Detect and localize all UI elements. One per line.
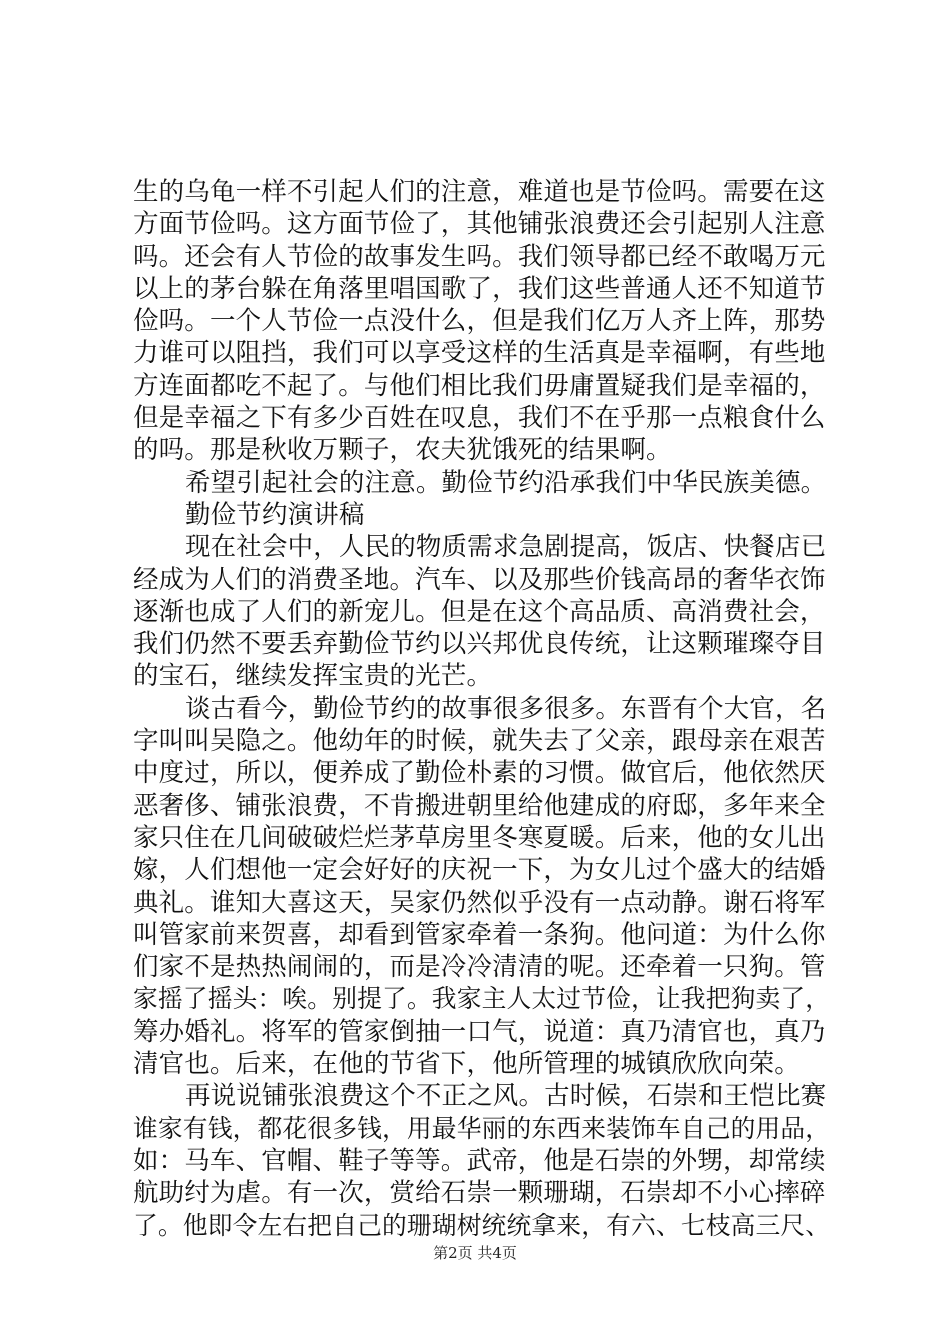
text-line: 如：马车、官帽、鞋子等等。武帝，他是石崇的外甥，却常续 — [133, 1145, 826, 1176]
text-line: 的吗。那是秋收万颗子，农夫犹饿死的结果啊。 — [133, 435, 672, 466]
text-line: 航助纣为虐。有一次，赏给石崇一颗珊瑚，石崇却不小心摔碎 — [133, 1178, 826, 1209]
text-line: 但是幸福之下有多少百姓在叹息，我们不在乎那一点粮食什么 — [133, 403, 826, 434]
text-line: 经成为人们的消费圣地。汽车、以及那些价钱高昂的奢华衣饰 — [133, 564, 826, 595]
document-body — [133, 176, 833, 1242]
text-line: 力谁可以阻挡，我们可以享受这样的生活真是幸福啊，有些地 — [133, 338, 826, 369]
text-line: 的宝石，继续发挥宝贵的光芒。 — [133, 661, 493, 692]
text-line: 方连面都吃不起了。与他们相比我们毋庸置疑我们是幸福的， — [133, 370, 826, 401]
text-line: 俭吗。一个人节俭一点没什么，但是我们亿万人齐上阵，那势 — [133, 306, 826, 337]
text-line: 吗。还会有人节俭的故事发生吗。我们领导都已经不敢喝万元 — [133, 241, 826, 272]
text-line: 叫管家前来贺喜，却看到管家牵着一条狗。他问道：为什么你 — [133, 919, 826, 950]
text-line: 恶奢侈、铺张浪费，不肯搬进朝里给他建成的府邸，多年来全 — [133, 790, 826, 821]
text-line: 清官也。后来，在他的节省下，他所管理的城镇欣欣向荣。 — [133, 1049, 800, 1080]
text-line: 谈古看今，勤俭节约的故事很多很多。东晋有个大官，名 — [185, 693, 827, 724]
text-line: 现在社会中，人民的物质需求急剧提高，饭店、快餐店已 — [185, 532, 827, 563]
text-line: 字叫叫吴隐之。他幼年的时候，就失去了父亲，跟母亲在艰苦 — [133, 726, 826, 757]
text-line: 方面节俭吗。这方面节俭了，其他铺张浪费还会引起别人注意 — [133, 209, 826, 240]
text-line: 谁家有钱，都花很多钱，用最华丽的东西来装饰车自己的用品， — [133, 1113, 831, 1143]
text-line: 再说说铺张浪费这个不正之风。古时候，石崇和王恺比赛 — [185, 1081, 827, 1112]
text-line: 嫁，人们想他一定会好好的庆祝一下，为女儿过个盛大的结婚 — [133, 855, 826, 886]
text-line: 了。他即令左右把自己的珊瑚树统统拿来，有六、七枝高三尺、 — [133, 1210, 831, 1240]
text-line: 们家不是热热闹闹的，而是冷冷清清的呢。还牵着一只狗。管 — [133, 952, 826, 983]
text-line: 中度过，所以，便养成了勤俭朴素的习惯。做官后，他依然厌 — [133, 758, 826, 789]
text-line: 希望引起社会的注意。勤俭节约沿承我们中华民族美德。 — [185, 467, 827, 498]
text-line: 筹办婚礼。将军的管家倒抽一口气，说道：真乃清官也，真乃 — [133, 1016, 826, 1047]
text-line: 逐渐也成了人们的新宠儿。但是在这个高品质、高消费社会， — [133, 596, 826, 627]
text-line: 家摇了摇头：唉。别提了。我家主人太过节俭，让我把狗卖了， — [133, 984, 831, 1014]
page-footer: 第2页 共4页 — [433, 1244, 517, 1262]
text-line: 勤俭节约演讲稿 — [185, 499, 365, 530]
text-line: 以上的茅台躲在角落里唱国歌了，我们这些普通人还不知道节 — [133, 273, 826, 304]
text-line: 我们仍然不要丢弃勤俭节约以兴邦优良传统，让这颗璀璨夺目 — [133, 629, 826, 660]
text-line: 典礼。谁知大喜这天，吴家仍然似乎没有一点动静。谢石将军 — [133, 887, 826, 918]
text-line: 生的乌龟一样不引起人们的注意，难道也是节俭吗。需要在这 — [133, 177, 826, 207]
text-line: 家只住在几间破破烂烂茅草房里冬寒夏暖。后来，他的女儿出 — [133, 822, 826, 853]
